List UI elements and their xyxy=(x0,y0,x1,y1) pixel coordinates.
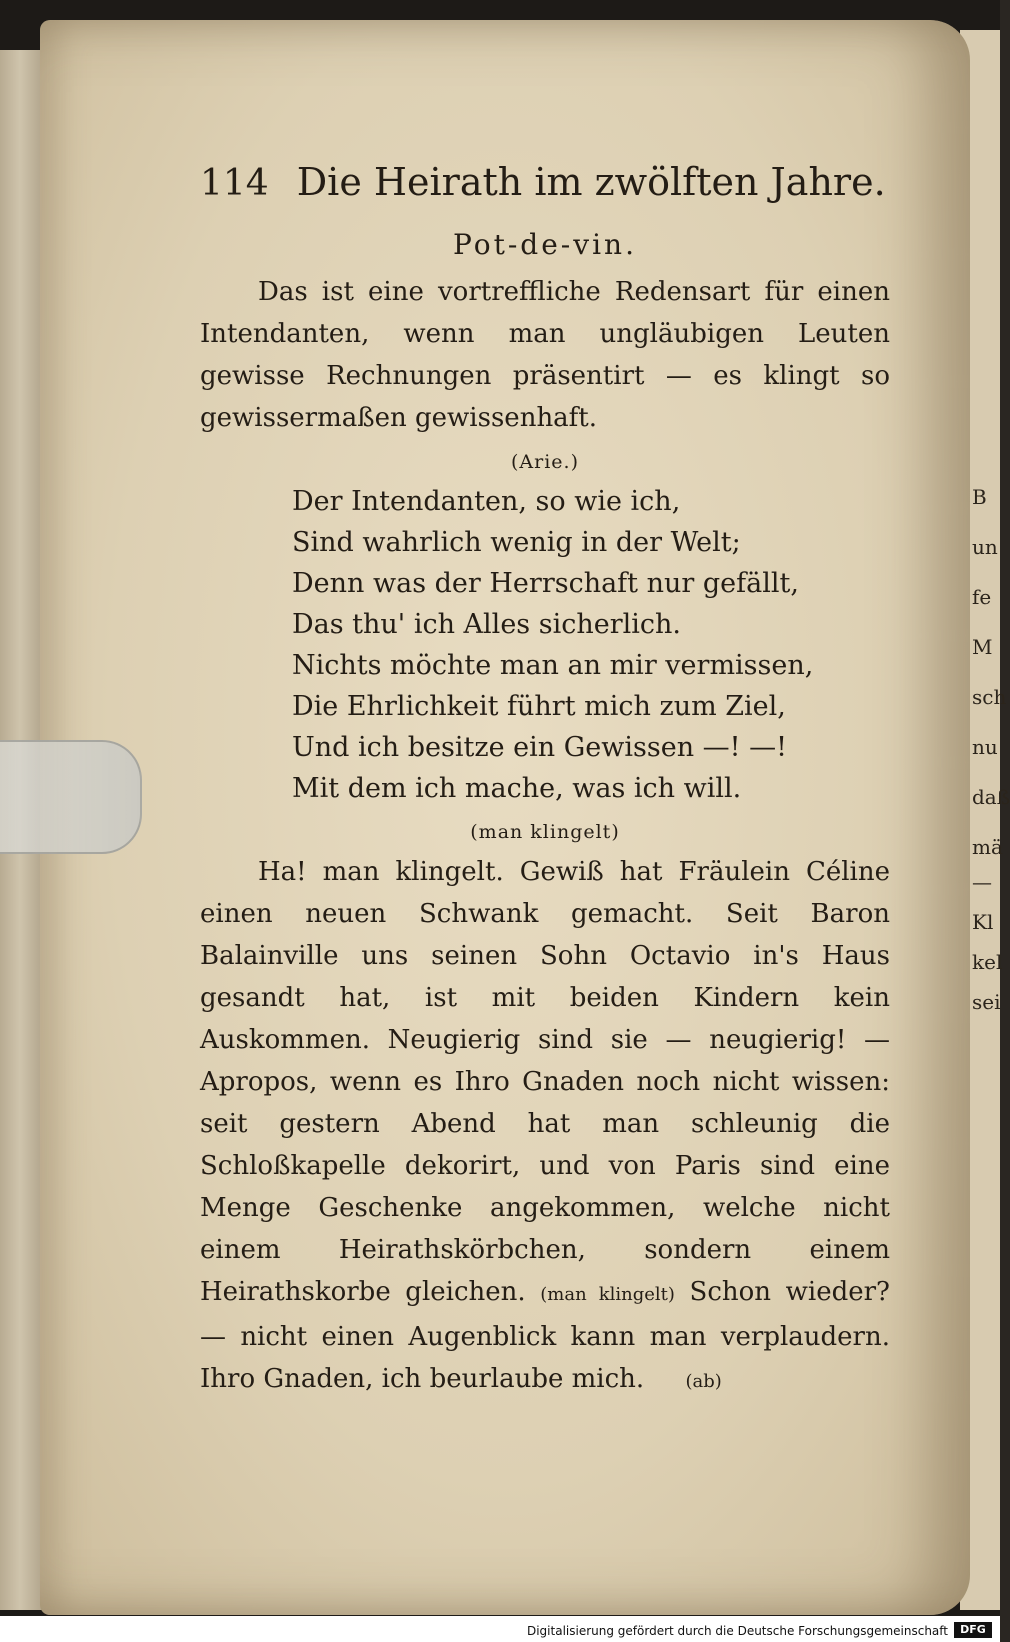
page-text xyxy=(200,160,890,1403)
stage-direction: (man klingelt) xyxy=(470,821,620,843)
stage-direction: (man klingelt) xyxy=(540,1284,675,1305)
facing-page-fragment: sei xyxy=(972,990,1001,1014)
verse-line: Sind wahrlich wenig in der Welt; xyxy=(292,527,741,558)
verse-line: Nichts möchte man an mir vermissen, xyxy=(292,650,814,681)
facing-page-fragment: Kl xyxy=(972,910,994,934)
facing-page-fragment: nu xyxy=(972,735,998,759)
facing-page-fragment: B xyxy=(972,485,987,509)
paragraph-text: Schon wieder? — nicht einen Augenblick kann man verplaudern. Ihro Gnaden, ich beurlaube mich. xyxy=(200,1277,890,1394)
page-title: Die Heirath im zwölften Jahre. xyxy=(296,160,886,204)
paragraph-text: Ha! man klingelt. Gewiß hat Fräulein Céline einen neuen Schwank gemacht. Seit Baron Balainville uns seinen Sohn Octavio in's Haus gesandt hat, ist mit beiden Kindern kein Auskommen. Neugierig sind sie — neugierig! — Apropos, wenn es Ihro Gnaden noch nicht wissen: seit gestern Abend hat man schleunig die Schloßkapelle dekorirt, und von Paris sind eine Menge Geschenke angekommen, welche nicht einem Heirathskörbchen, sondern einem Heirathskorbe gleichen. xyxy=(200,857,890,1307)
stage-direction: (ab) xyxy=(685,1371,722,1392)
verse-line: Der Intendanten, so wie ich, xyxy=(292,486,681,517)
running-head xyxy=(200,160,890,204)
facing-page-fragment: kel xyxy=(972,950,1003,974)
verse-line: Denn was der Herrschaft nur gefällt, xyxy=(292,568,799,599)
verse-block xyxy=(200,481,890,809)
paragraph: Das ist eine vortreffliche Redensart für einen Intendanten, wenn man ungläubigen Leuten gewisse Rechnungen präsentirt — es klingt so gewissermaßen gewissenhaft. xyxy=(200,277,890,433)
facing-page-fragment: un xyxy=(972,535,998,559)
page-number: 114 xyxy=(200,163,269,204)
verse-line: Das thu' ich Alles sicherlich. xyxy=(292,609,681,640)
verse-line: Die Ehrlichkeit führt mich zum Ziel, xyxy=(292,691,786,722)
stage-direction: (Arie.) xyxy=(511,451,579,473)
facing-page-fragment: — xyxy=(972,870,992,894)
facing-page-fragment: sch xyxy=(972,685,1007,709)
speaker-name: Pot-de-vin. xyxy=(453,228,637,261)
footer-bar xyxy=(0,1616,1000,1642)
footer-credit: Digitalisierung gefördert durch die Deutsche Forschungsgemeinschaft xyxy=(526,1624,948,1638)
facing-page-fragment: mä xyxy=(972,835,1003,859)
facing-page-fragment: daß xyxy=(972,785,1010,809)
bookmark-clip xyxy=(0,740,142,854)
facing-page-fragment: M xyxy=(972,635,993,659)
verse-line: Mit dem ich mache, was ich will. xyxy=(292,773,742,804)
facing-page-fragment: fe xyxy=(972,585,992,609)
paragraph xyxy=(200,851,890,1403)
dfg-logo: DFG xyxy=(954,1622,992,1638)
verse-line: Und ich besitze ein Gewissen —! —! xyxy=(292,732,787,763)
